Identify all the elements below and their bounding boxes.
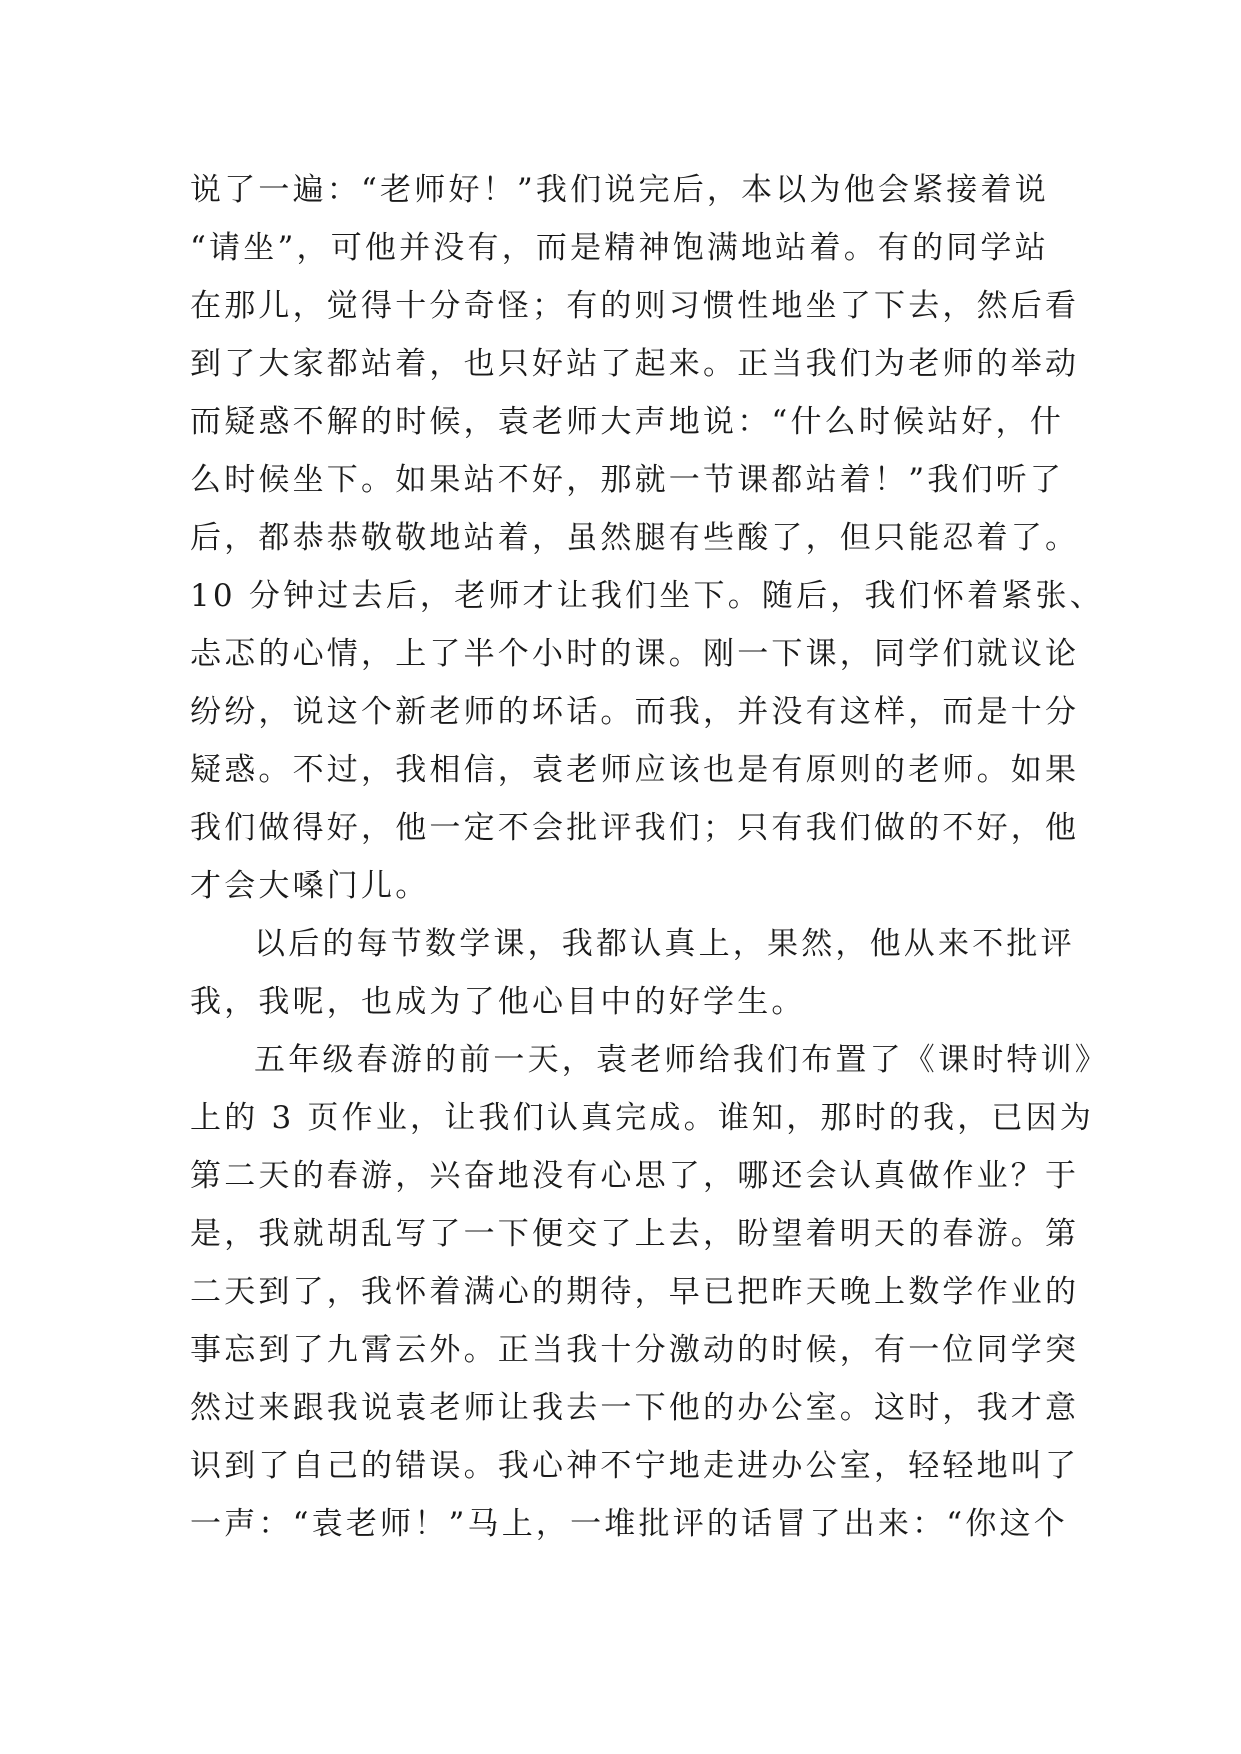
text-line: 么时候坐下。如果站不好，那就一节课都站着！”我们听了 xyxy=(190,462,1065,498)
text-line: 事忘到了九霄云外。正当我十分激动的时候，有一位同学突 xyxy=(190,1332,1080,1368)
text-line: 疑惑。不过，我相信，袁老师应该也是有原则的老师。如果 xyxy=(190,752,1080,788)
text-line: “请坐”，可他并没有，而是精神饱满地站着。有的同学站 xyxy=(190,230,1049,266)
text-line: 二天到了，我怀着满心的期待，早已把昨天晚上数学作业的 xyxy=(190,1274,1080,1310)
text-line: 我们做得好，他一定不会批评我们；只有我们做的不好，他 xyxy=(190,810,1080,846)
text-line: 在那儿，觉得十分奇怪；有的则习惯性地坐了下去，然后看 xyxy=(190,288,1080,324)
text-line: 然过来跟我说袁老师让我去一下他的办公室。这时，我才意 xyxy=(190,1390,1080,1426)
text-line: 忐忑的心情，上了半个小时的课。刚一下课，同学们就议论 xyxy=(190,636,1080,672)
text-line: 才会大嗓门儿。 xyxy=(190,868,430,904)
text-line: 第二天的春游，兴奋地没有心思了，哪还会认真做作业？于 xyxy=(190,1158,1080,1194)
paragraph-start-line: 以后的每节数学课，我都认真上，果然，他从来不批评 xyxy=(254,926,1075,962)
text-line: 纷纷，说这个新老师的坏话。而我，并没有这样，而是十分 xyxy=(190,694,1080,730)
text-line: 后，都恭恭敬敬地站着，虽然腿有些酸了，但只能忍着了。 xyxy=(190,520,1080,556)
text-line: 到了大家都站着，也只好站了起来。正当我们为老师的举动 xyxy=(190,346,1080,382)
text-line: 识到了自己的错误。我心神不宁地走进办公室，轻轻地叫了 xyxy=(190,1448,1080,1484)
text-line: 一声：“袁老师！”马上，一堆批评的话冒了出来：“你这个 xyxy=(190,1506,1068,1542)
text-line: 我，我呢，也成为了他心目中的好学生。 xyxy=(190,984,806,1020)
text-line: 10 分钟过去后，老师才让我们坐下。随后，我们怀着紧张、 xyxy=(190,578,1104,614)
body-text xyxy=(190,161,1109,1553)
text-line: 说了一遍：“老师好！”我们说完后，本以为他会紧接着说 xyxy=(190,172,1049,208)
paragraph-start-line: 五年级春游的前一天，袁老师给我们布置了《课时特训》 xyxy=(254,1042,1109,1078)
text-line: 是，我就胡乱写了一下便交了上去，盼望着明天的春游。第 xyxy=(190,1216,1080,1252)
text-line: 而疑惑不解的时候，袁老师大声地说：“什么时候站好，什 xyxy=(190,404,1065,440)
text-line: 上的 3 页作业，让我们认真完成。谁知，那时的我，已因为 xyxy=(190,1100,1095,1136)
